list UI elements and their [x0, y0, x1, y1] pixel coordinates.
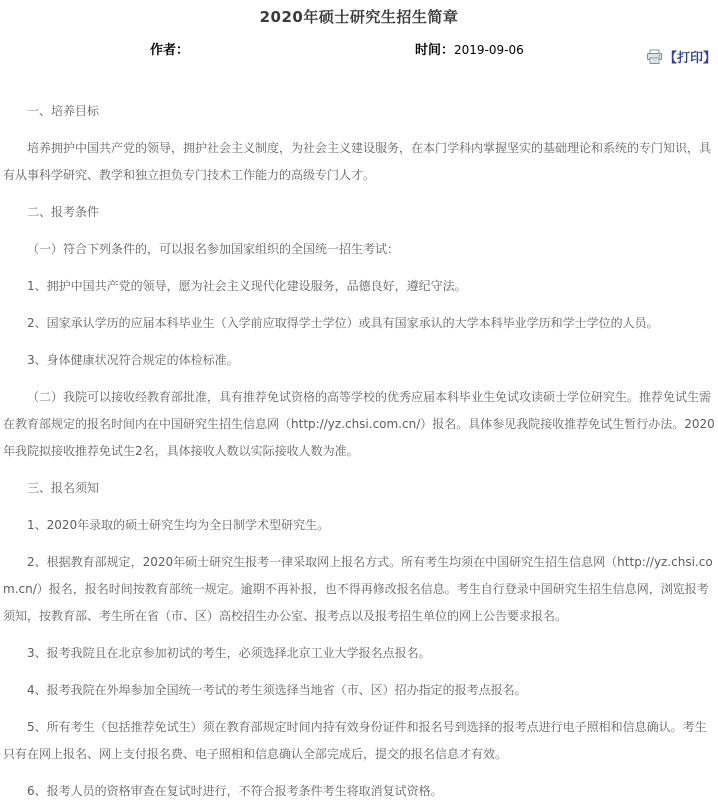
- paragraph: 1、2020年录取的硕士研究生均为全日制学术型研究生。: [27, 518, 330, 532]
- paragraph: 5、所有考生（包括推荐免试生）须在教育部规定时间内持有效身份证件和报名号到选择的报考点进行电子照相和信息确认。考生只有在网上报名、网上支付报名费、电子照相和信息确认全部完成后，提交的报名信息才有效。: [3, 720, 707, 761]
- section-heading: 二、报考条件: [27, 205, 100, 219]
- page-title: 2020年硕士研究生招生简章: [259, 8, 459, 26]
- section-heading: 三、报名须知: [27, 481, 100, 495]
- paragraph: 3、报考我院且在北京参加初试的考生，必须选择北京工业大学报名点报名。: [27, 646, 431, 660]
- time-row: [415, 39, 524, 58]
- section-heading: 一、培养目标: [27, 104, 100, 118]
- print-label: 【打印】: [663, 51, 716, 66]
- paragraph: 3、身体健康状况符合规定的体检标准。: [27, 353, 239, 367]
- paragraph: 培养拥护中国共产党的领导，拥护社会主义制度，为社会主义建设服务，在本门学科内掌握坚实的基础理论和系统的专门知识，具有从事科学研究、教学和独立担负专门技术工作能力的高级专门人才。: [3, 141, 712, 182]
- paragraph: 1、拥护中国共产党的领导，愿为社会主义现代化建设服务，品德良好，遵纪守法。: [27, 279, 467, 293]
- printer-icon: [646, 49, 663, 65]
- time-value: 2019-09-06: [454, 43, 524, 57]
- paragraph: 4、报考我院在外埠参加全国统一考试的考生须选择当地省（市、区）招办指定的报考点报名。: [27, 683, 527, 697]
- paragraph: 6、报考人员的资格审查在复试时进行，不符合报考条件考生将取消复试资格。: [27, 784, 443, 798]
- paragraph: 2、根据教育部规定，2020年硕士研究生报考一律采取网上报名方式。所有考生均须在中国研究生招生信息网（http://yz.chsi.com.cn/）报名，报名时间按教育部统一规定。逾期不再补报，也不得再修改报名信息。考生自行登录中国研究生招生信息网，浏览报考须知，按教育部、考生所在省（市、区）高校招生办公室、报考点以及报考招生单位的网上公告要求报名。: [3, 555, 713, 623]
- paragraph: （二）我院可以接收经教育部批准，具有推荐免试资格的高等学校的优秀应届本科毕业生免试攻读硕士学位研究生。推荐免试生需在教育部规定的报名时间内在中国研究生招生信息网（http://yz.chsi.com.cn/）报名。具体参见我院接收推荐免试生暂行办法。2020年我院拟接收推荐免试生2名，具体接收人数以实际接收人数为准。: [3, 390, 715, 458]
- paragraph: （一）符合下列条件的，可以报名参加国家组织的全国统一招生考试：: [27, 242, 400, 256]
- time-label: 时间：: [415, 43, 455, 58]
- article-body: [3, 98, 715, 805]
- author-label: 作者：: [150, 43, 190, 58]
- paragraph: 2、国家承认学历的应届本科毕业生（入学前应取得学士学位）或具有国家承认的大学本科毕业学历和学士学位的人员。: [27, 316, 659, 330]
- print-button[interactable]: [646, 47, 716, 66]
- author-row: [150, 39, 189, 58]
- article-header: [0, 0, 718, 88]
